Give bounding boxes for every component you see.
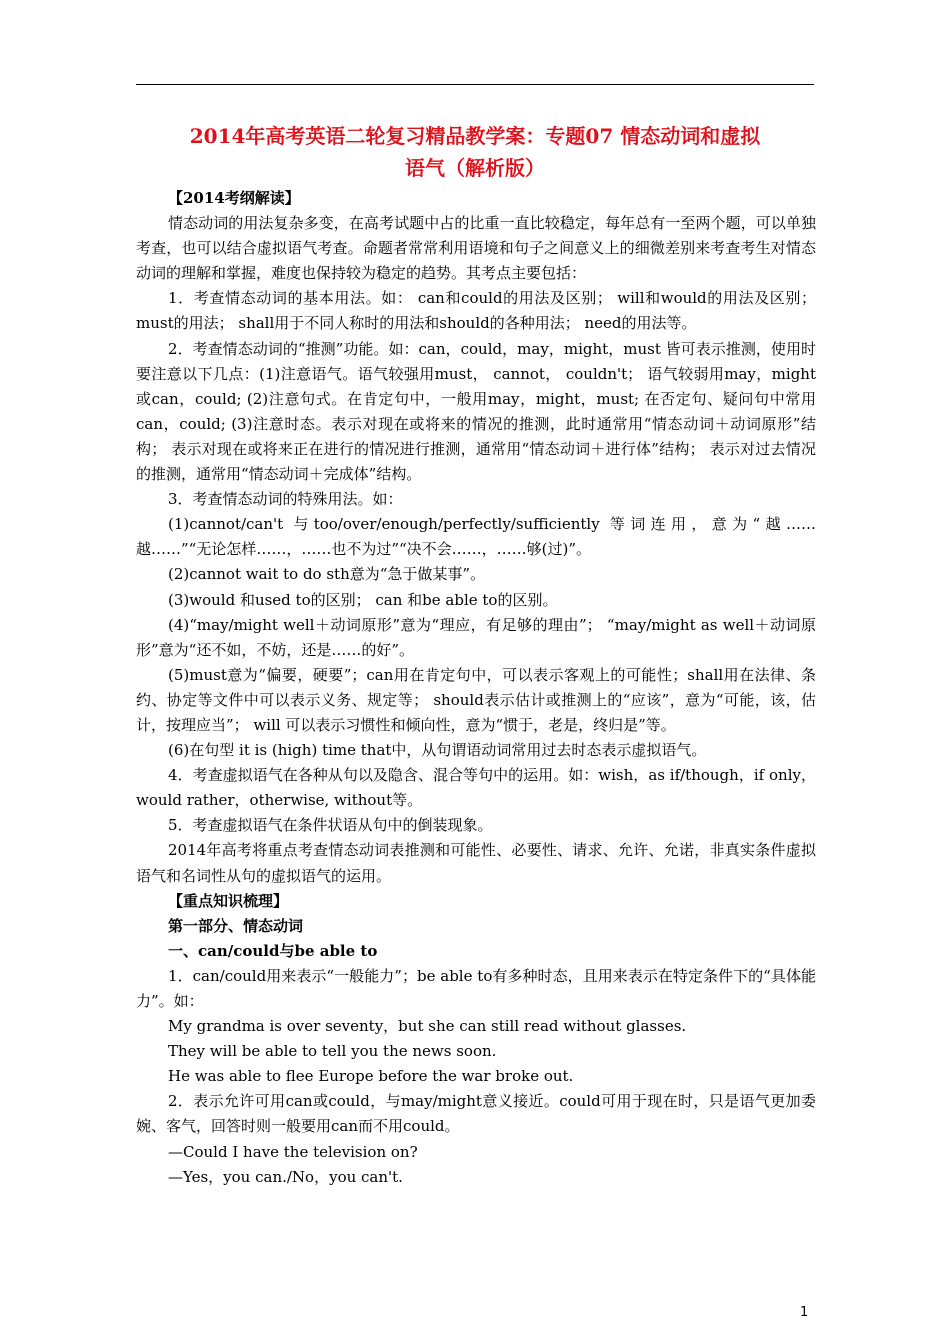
intro-paragraph: 情态动词的用法复杂多变，在高考试题中占的比重一直比较稳定，每年总有一至两个题，可以单独考查，也可以结合虚拟语气考查。命题者常常利用语境和句子之间意义上的细微差别来考查考生对情态动词的理解和掌握，难度也保持较为稳定的趋势。其考点主要包括： [136,214,816,283]
special-use-item: (6)在句型 it is (high) time that中，从句谓语动词常用过去时态表示虚拟语气。 [168,741,707,760]
example-sentence: They will be able to tell you the news soon. [168,1042,497,1061]
point-paragraph: 5．考查虚拟语气在条件状语从句中的倒装现象。 [168,816,493,835]
document-title-line-1: 2014年高考英语二轮复习精品教学案：专题07 情态动词和虚拟 [189,124,761,148]
point-paragraph: 3．考查情态动词的特殊用法。如： [168,490,403,509]
point-paragraph: 2．考查情态动词的“推测”功能。如：can，could，may，might，must 皆可表示推测，使用时要注意以下几点：(1)注意语气。语气较强用must， cannot， couldn't； 语气较弱用may，might或can，could; (2)注意句式。在肯定句中，一般用may，might，must; 在否定句、疑问句中常用can，could; (3)注意时态。表示对现在或将来的情况的推测，此时通常用“情态动词＋动词原形”结构； 表示对现在或将来正在进行的情况进行推测，通常用“情态动词＋进行体”结构； 表示对过去情况的推测，通常用“情态动词＋完成体”结构。 [136,339,816,484]
document-title-line-2: 语气（解析版） [405,156,545,180]
special-use-item: (5)must意为“偏要，硬要”；can用在肯定句中，可以表示客观上的可能性；shall用在法律、条约、协定等文件中可以表示义务、规定等； should表示估计或推测上的“应该”，意为“可能，该，估计，按理应当”； will 可以表示习惯性和倾向性，意为“惯于，老是，终归是”等。 [136,665,816,734]
part-heading: 第一部分、情态动词 [168,916,304,935]
section-heading-knowledge: 【重点知识梳理】 [168,891,289,910]
point-paragraph: 4．考查虚拟语气在各种从句以及隐含、混合等句中的运用。如：wish，as if/though，if only，would rather，otherwise, without等。 [136,766,816,810]
body-paragraph: 1．can/could用来表示“一般能力”；be able to有多种时态，且用来表示在特定条件下的“具体能力”。如： [136,966,816,1010]
header-rule [136,84,814,85]
point-paragraph: 1．考查情态动词的基本用法。如： can和could的用法及区别； will和would的用法及区别； must的用法； shall用于不同人称时的用法和should的各种用法； need的用法等。 [136,289,816,333]
body-paragraph: 2．表示允许可用can或could，与may/might意义接近。could可用于现在时，只是语气更加委婉、客气，回答时则一般要用can而不用could。 [136,1092,816,1136]
special-use-item: (2)cannot wait to do sth意为“急于做某事”。 [168,565,486,584]
dialogue-line: —Yes，you can./No，you can't. [168,1167,403,1186]
document-body [136,186,816,1190]
page-number: 1 [800,1305,809,1320]
dialogue-line: —Could I have the television on? [168,1142,418,1161]
special-use-item: (4)“may/might well＋动词原形”意为“理应，有足够的理由”； “may/might as well＋动词原形”意为“还不如，不妨，还是……的好”。 [136,615,816,659]
example-sentence: He was able to flee Europe before the war broke out. [168,1067,574,1086]
subsection-heading: 一、can/could与be able to [168,941,378,960]
special-use-item: (3)would 和used to的区别； can 和be able to的区别。 [168,590,558,609]
special-use-item: (1)cannot/can't 与too/over/enough/perfectly/sufficiently 等词连用，意为“越……越……”“无论怎样……，……也不为过”“决不会……，……够(过)”。 [136,515,816,559]
summary-paragraph: 2014年高考将重点考查情态动词表推测和可能性、必要性、请求、允许、允诺，非真实条件虚拟语气和名词性从句的虚拟语气的运用。 [136,841,816,885]
section-heading-outline: 【2014考纲解读】 [168,189,300,207]
example-sentence: My grandma is over seventy，but she can still read without glasses. [168,1017,687,1036]
